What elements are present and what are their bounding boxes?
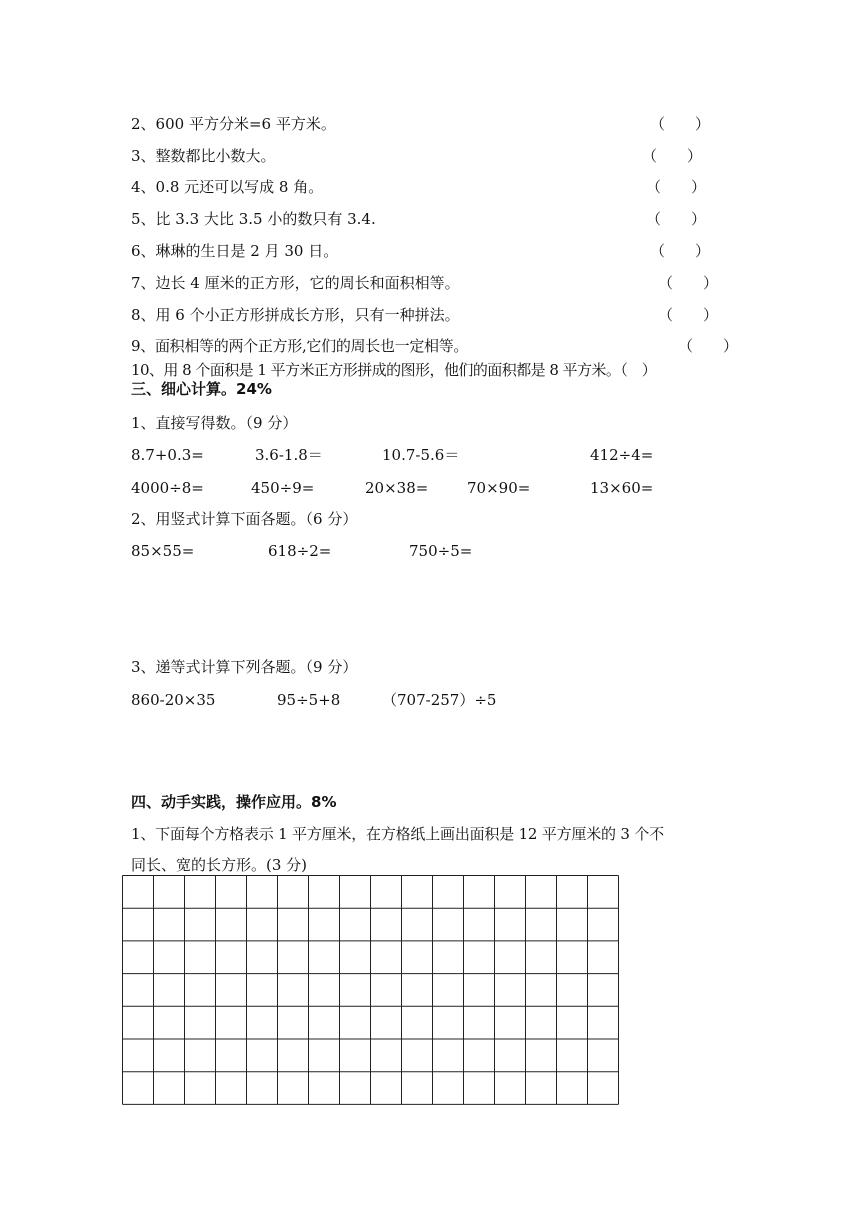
- judgement-item-9: 9、面积相等的两个正方形,它们的周长也一定相等。: [131, 337, 469, 355]
- judgement-item-3: 3、整数都比小数大。: [131, 147, 276, 165]
- judgement-item-7: 7、边长 4 厘米的正方形，它的周长和面积相等。: [131, 274, 460, 292]
- calc-95-div-5-plus-8: 95÷5+8: [277, 691, 341, 709]
- calc-618-div-2: 618÷2=: [268, 542, 332, 560]
- answer-paren-6[interactable]: （ ）: [650, 242, 711, 260]
- calc-4000-div-8: 4000÷8=: [131, 479, 204, 497]
- calc-85-times-55: 85×55=: [131, 542, 195, 560]
- judgement-item-10: 10、用 8 个面积是 1 平方米正方形拼成的图形，他们的面积都是 8 平方米。（ ）: [131, 361, 657, 379]
- section4-q1-line2: 同长、宽的长方形。(3 分): [131, 856, 308, 874]
- calc-13-times-60: 13×60=: [590, 479, 654, 497]
- answer-paren-3[interactable]: （ ）: [642, 147, 703, 165]
- judgement-item-4: 4、0.8 元还可以写成 8 角。: [131, 178, 324, 196]
- calc-3-6-minus-1-8: 3.6-1.8＝: [255, 446, 323, 464]
- answer-paren-8[interactable]: （ ）: [658, 306, 719, 324]
- section3-q3-title: 3、递等式计算下列各题。（9 分）: [131, 658, 358, 676]
- calc-70-times-90: 70×90=: [467, 479, 531, 497]
- judgement-item-8: 8、用 6 个小正方形拼成长方形，只有一种拼法。: [131, 306, 460, 324]
- calc-750-div-5: 750÷5=: [409, 542, 473, 560]
- calc-10-7-minus-5-6: 10.7-5.6＝: [382, 446, 460, 464]
- section3-q1-title: 1、直接写得数。（9 分）: [131, 414, 298, 432]
- calc-8-7-plus-0-3: 8.7+0.3=: [131, 446, 204, 464]
- section4-title: 四、动手实践，操作应用。8%: [131, 793, 337, 811]
- judgement-item-6: 6、琳琳的生日是 2 月 30 日。: [131, 242, 339, 260]
- judgement-item-5: 5、比 3.3 大比 3.5 小的数只有 3.4.: [131, 210, 376, 228]
- answer-paren-7[interactable]: （ ）: [658, 274, 719, 292]
- section3-title: 三、细心计算。24%: [131, 380, 272, 398]
- answer-paren-4[interactable]: （ ）: [646, 178, 707, 196]
- calc-860-minus-20x35: 860-20×35: [131, 691, 216, 709]
- section4-q1-line1: 1、下面每个方格表示 1 平方厘米，在方格纸上画出面积是 12 平方厘米的 3 个不: [131, 825, 664, 843]
- answer-paren-2[interactable]: （ ）: [650, 115, 711, 133]
- calc-707-minus-257-div-5: （707-257）÷5: [382, 691, 497, 709]
- calc-20-times-38: 20×38=: [365, 479, 429, 497]
- answer-paren-5[interactable]: （ ）: [646, 210, 707, 228]
- judgement-item-2: 2、600 平方分米=6 平方米。: [131, 115, 336, 133]
- section3-q2-title: 2、用竖式计算下面各题。（6 分）: [131, 510, 358, 528]
- calc-412-div-4: 412÷4=: [590, 446, 654, 464]
- calc-450-div-9: 450÷9=: [251, 479, 315, 497]
- answer-paren-9[interactable]: （ ）: [678, 337, 739, 355]
- square-grid[interactable]: [122, 875, 622, 1105]
